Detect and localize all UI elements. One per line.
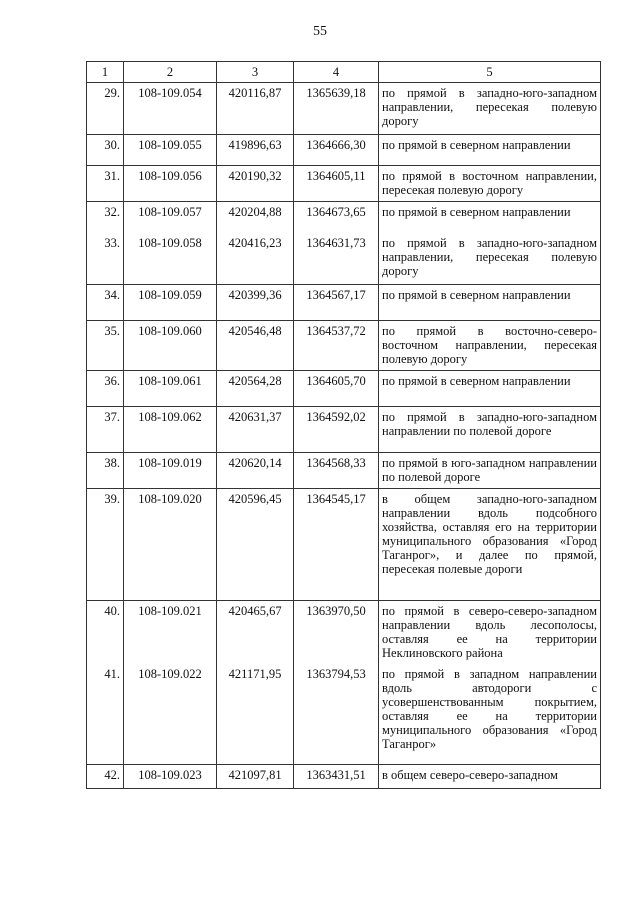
row-number: 42. — [87, 764, 124, 788]
row-number: 38. — [87, 453, 124, 489]
coord-y: 1363431,51 — [294, 764, 379, 788]
point-code: 108-109.022 — [124, 664, 217, 764]
coord-x: 420546,48 — [217, 321, 294, 371]
row-number: 36. — [87, 371, 124, 407]
coord-x: 419896,63 — [217, 135, 294, 166]
table-row — [87, 166, 601, 202]
point-code: 108-109.061 — [124, 371, 217, 407]
table-row — [87, 321, 601, 371]
table-row — [87, 285, 601, 321]
coord-x: 420620,14 — [217, 453, 294, 489]
point-code: 108-109.020 — [124, 489, 217, 601]
row-number: 41. — [87, 664, 124, 764]
table-row — [87, 233, 601, 285]
table-header-row — [87, 62, 601, 83]
table-row — [87, 83, 601, 135]
coord-x: 420564,28 — [217, 371, 294, 407]
coord-x: 420204,88 — [217, 202, 294, 233]
coord-y: 1364592,02 — [294, 407, 379, 453]
coord-x: 420631,37 — [217, 407, 294, 453]
coord-y: 1363970,50 — [294, 601, 379, 665]
point-code: 108-109.062 — [124, 407, 217, 453]
boundary-description: по прямой в восточно-северо-восточном направлении, пересекая полевую дорогу — [379, 321, 601, 371]
header-col-3: 3 — [217, 62, 294, 83]
boundary-description: в общем северо-северо-западном — [379, 764, 601, 788]
boundary-description: по прямой в западно-юго-западном направлении, пересекая полевую дорогу — [379, 233, 601, 285]
point-code: 108-109.060 — [124, 321, 217, 371]
table-row — [87, 202, 601, 233]
header-col-1: 1 — [87, 62, 124, 83]
coord-y: 1363794,53 — [294, 664, 379, 764]
table-row — [87, 371, 601, 407]
boundary-description: по прямой в юго-западном направлении по полевой дороге — [379, 453, 601, 489]
row-number: 33. — [87, 233, 124, 285]
boundary-description: по прямой в северном направлении — [379, 285, 601, 321]
row-number: 37. — [87, 407, 124, 453]
boundary-description: по прямой в западно-юго-западном направлении по полевой дороге — [379, 407, 601, 453]
boundary-description: по прямой в восточном направлении, пересекая полевую дорогу — [379, 166, 601, 202]
coord-y: 1364673,65 — [294, 202, 379, 233]
coord-y: 1365639,18 — [294, 83, 379, 135]
coord-x: 421171,95 — [217, 664, 294, 764]
row-number: 34. — [87, 285, 124, 321]
table-body — [87, 83, 601, 789]
boundary-points-table — [86, 61, 601, 789]
header-col-5: 5 — [379, 62, 601, 83]
point-code: 108-109.023 — [124, 764, 217, 788]
table-row — [87, 601, 601, 665]
coord-x: 420116,87 — [217, 83, 294, 135]
point-code: 108-109.057 — [124, 202, 217, 233]
boundary-description: по прямой в северном направлении — [379, 135, 601, 166]
coord-y: 1364567,17 — [294, 285, 379, 321]
table-row — [87, 453, 601, 489]
row-number: 39. — [87, 489, 124, 601]
coord-x: 420596,45 — [217, 489, 294, 601]
coord-x: 420399,36 — [217, 285, 294, 321]
coord-x: 420416,23 — [217, 233, 294, 285]
row-number: 35. — [87, 321, 124, 371]
header-col-4: 4 — [294, 62, 379, 83]
coord-x: 420190,32 — [217, 166, 294, 202]
point-code: 108-109.058 — [124, 233, 217, 285]
row-number: 40. — [87, 601, 124, 665]
point-code: 108-109.054 — [124, 83, 217, 135]
coord-y: 1364631,73 — [294, 233, 379, 285]
point-code: 108-109.055 — [124, 135, 217, 166]
table-row — [87, 764, 601, 788]
point-code: 108-109.019 — [124, 453, 217, 489]
boundary-description: по прямой в северном направлении — [379, 371, 601, 407]
coord-y: 1364568,33 — [294, 453, 379, 489]
page-number: 55 — [313, 24, 327, 39]
coord-y: 1364537,72 — [294, 321, 379, 371]
table-row — [87, 489, 601, 601]
table-row — [87, 135, 601, 166]
table-row — [87, 407, 601, 453]
row-number: 32. — [87, 202, 124, 233]
table-row — [87, 664, 601, 764]
boundary-description: в общем западно-юго-западном направлении вдоль подсобного хозяйства, оставляя его на территории муниципального образования «Город Таганрог», и далее по прямой, пересекая полевые дороги — [379, 489, 601, 601]
coord-y: 1364605,11 — [294, 166, 379, 202]
point-code: 108-109.021 — [124, 601, 217, 665]
boundary-description: по прямой в западно-юго-западном направлении, пересекая полевую дорогу — [379, 83, 601, 135]
point-code: 108-109.059 — [124, 285, 217, 321]
coord-y: 1364545,17 — [294, 489, 379, 601]
row-number: 30. — [87, 135, 124, 166]
row-number: 31. — [87, 166, 124, 202]
row-number: 29. — [87, 83, 124, 135]
coord-y: 1364666,30 — [294, 135, 379, 166]
boundary-description: по прямой в западном направлении вдоль автодороги с усовершенствованным покрытием, оставляя ее на территории муниципального образования «Город Таганрог» — [379, 664, 601, 764]
coord-y: 1364605,70 — [294, 371, 379, 407]
boundary-description: по прямой в северном направлении — [379, 202, 601, 233]
boundary-description: по прямой в северо-северо-западном направлении вдоль лесополосы, оставляя ее на территории Неклиновского района — [379, 601, 601, 665]
header-col-2: 2 — [124, 62, 217, 83]
coord-x: 420465,67 — [217, 601, 294, 665]
coord-x: 421097,81 — [217, 764, 294, 788]
point-code: 108-109.056 — [124, 166, 217, 202]
